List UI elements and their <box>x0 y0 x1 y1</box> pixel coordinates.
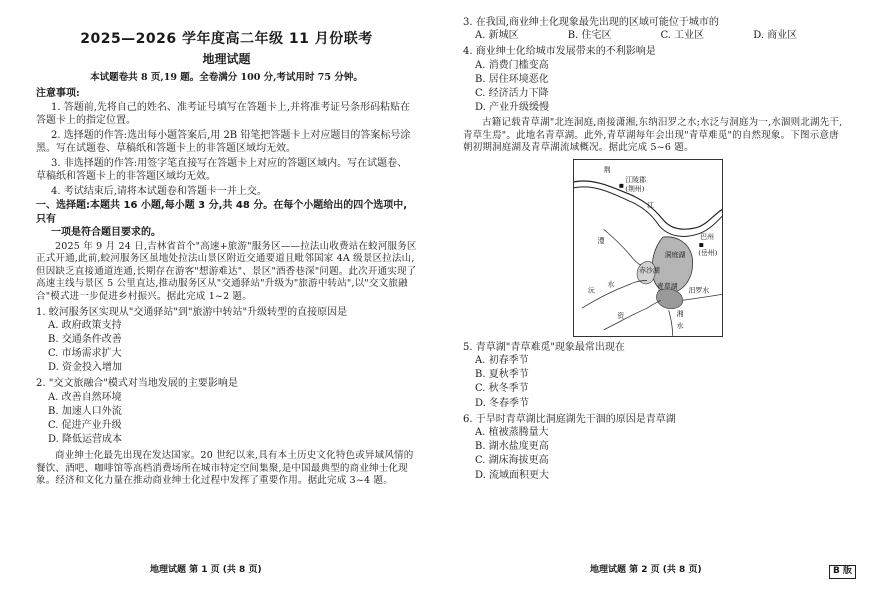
dongting-lake-map <box>573 159 723 337</box>
map-label: 澧 <box>597 236 605 245</box>
map-label: 江 <box>647 201 654 210</box>
map-label: 资 <box>617 311 625 320</box>
map-label: (荆州) <box>625 184 645 193</box>
version-badge: B 版 <box>829 565 856 579</box>
question-stem: 3. 在我国,商业绅士化现象最先出现的区域可能位于城市的 <box>463 17 719 28</box>
notice-heading: 注意事项: <box>36 87 80 99</box>
option-b[interactable]: B. 夏秋季节 <box>475 369 529 381</box>
option-c[interactable]: C. 经济活力下降 <box>475 87 549 99</box>
map-label: 赤沙湖 <box>639 266 660 275</box>
option-c[interactable]: C. 湖床海拔更高 <box>475 455 549 467</box>
option-d[interactable]: D. 商业区 <box>753 30 798 42</box>
material-2: 商业绅士化最先出现在发达国家。20 世纪以来,具有本土历史文化特色或异域风情的餐饮、酒吧、咖啡馆等高档消费场所在城市特定空间集聚,是中国最典型的商业绅士化现象。经济和文化力量在推动商业绅士化过程中发挥了重要作用。据此完成 3~4 题。 <box>36 450 414 487</box>
notice-item: 4. 考试结束后,请将本试题卷和答题卡一并上交。 <box>51 185 267 197</box>
question-6 <box>463 413 846 483</box>
option-c[interactable]: C. 秋冬季节 <box>475 383 529 395</box>
option-b[interactable]: B. 湖水盐度更高 <box>475 441 549 453</box>
map-label: 水 <box>676 321 684 330</box>
map-label: 洞庭湖 <box>664 250 686 259</box>
option-d[interactable]: D. 资金投入增加 <box>48 362 123 374</box>
option-d[interactable]: D. 流域面积更大 <box>475 469 550 481</box>
question-2 <box>36 377 417 447</box>
option-c[interactable]: C. 促进产业升级 <box>48 420 122 432</box>
map-label: 沅 <box>587 286 595 295</box>
question-3 <box>463 16 846 42</box>
option-b[interactable]: B. 交通条件改善 <box>48 333 122 345</box>
options-row <box>463 29 846 42</box>
option-a[interactable]: A. 新城区 <box>475 30 519 42</box>
page-footer-right: 地理试题 第 2 页 (共 8 页) <box>590 565 702 576</box>
option-a[interactable]: A. 消费门槛变高 <box>475 59 549 71</box>
material-1: 2025 年 9 月 24 日,吉林省首个"高速+旅游"服务区——拉法山收费站在蛟河服务区正式开通,此前,蛟河服务区虽地处拉法山景区附近交通要道且毗邻国家 4A 级景区拉法山,但因缺乏直接通道连通,长期存在游客"想游难达"、景区"酒香巷深"问题。此次开通实现了高速主线与景区 5 公里直达,推动服务区从"交通驿站"升级为"旅游中转站",以"交文旅融合"模式进一步促进乡村振兴。据此完成 1~2 题。 <box>36 240 417 303</box>
page-footer-left: 地理试题 第 1 页 (共 8 页) <box>150 565 262 576</box>
option-d[interactable]: D. 降低运营成本 <box>48 434 123 446</box>
subject-title: 地理试题 <box>202 52 251 67</box>
map-label: (岳州) <box>698 248 718 257</box>
map-label: 汨罗水 <box>688 286 710 295</box>
exam-title: 2025—2026 学年度高二年级 11 月份联考 <box>80 31 373 47</box>
material-3: 古籍记载青草湖"北连洞庭,南接潇湘,东纳汨罗之水;水泛与洞庭为一,水涸则北湖先干,青草生焉"。此地名青草湖。此外,青草湖每年会出现"青草难觅"的自然现象。下图示意唐朝初期洞庭湖及青草湖流域概况。据此完成 5~6 题。 <box>463 117 843 154</box>
option-a[interactable]: A. 改善自然环境 <box>48 391 122 403</box>
notice-item: 1. 答题前,先将自己的姓名、准考证号填写在答题卡上,并将准考证号条形码粘贴在答题卡上的指定位置。 <box>36 102 411 127</box>
option-d[interactable]: D. 产业升级缓慢 <box>475 102 550 114</box>
option-a[interactable]: A. 初春季节 <box>475 355 529 367</box>
question-1 <box>36 306 417 376</box>
section-heading: 一、选择题:本题共 16 小题,每小题 3 分,共 48 分。在每个小题给出的四个选项中,只有 <box>36 200 408 225</box>
option-c[interactable]: C. 市场需求扩大 <box>48 348 122 360</box>
notice-item: 3. 非选择题的作答:用签字笔直接写在答题卡上对应的答题区域内。写在试题卷、草稿纸和答题卡上的非答题区域均无效。 <box>36 157 408 182</box>
option-c[interactable]: C. 工业区 <box>660 30 705 42</box>
map-label: 湘 <box>676 309 684 318</box>
option-d[interactable]: D. 冬春季节 <box>475 397 530 409</box>
question-stem: 4. 商业绅士化给城市发展带来的不利影响是 <box>463 46 656 58</box>
question-stem: 5. 青草湖"青草难觅"现象最常出现在 <box>463 341 625 353</box>
map-label: 巴州 <box>700 233 715 242</box>
option-a[interactable]: A. 植被蒸腾量大 <box>475 427 549 439</box>
question-stem: 1. 蛟河服务区实现从"交通驿站"到"旅游中转站"升级转型的直接原因是 <box>36 306 348 318</box>
option-b[interactable]: B. 居住环境恶化 <box>475 73 549 85</box>
question-stem: 2. "交文旅融合"模式对当地发展的主要影响是 <box>36 378 238 390</box>
option-a[interactable]: A. 政府政策支持 <box>48 319 122 331</box>
map-label: 江陵郡 <box>625 175 646 184</box>
question-5 <box>463 341 846 411</box>
right-page <box>435 0 870 603</box>
notice-item: 2. 选择题的作答:选出每小题答案后,用 2B 铅笔把答题卡上对应题目的答案标号涂黑。写在试题卷、草稿纸和答题卡上的非答题区域均无效。 <box>36 129 411 155</box>
map-label: 荆 <box>603 165 611 174</box>
option-b[interactable]: B. 加速人口外流 <box>48 405 122 417</box>
section-heading-cont: 一项是符合题目要求的。 <box>51 226 161 238</box>
exam-info: 本试题卷共 8 页,19 题。全卷满分 100 分,考试用时 75 分钟。 <box>90 72 363 84</box>
map-figure <box>574 160 722 336</box>
question-stem: 6. 于旱时青草湖比洞庭湖先干涸的原因是青草湖 <box>463 413 676 425</box>
question-4 <box>463 45 846 115</box>
option-b[interactable]: B. 住宅区 <box>567 30 612 42</box>
map-label: 青草湖 <box>656 282 678 291</box>
map-label: 水 <box>607 280 615 289</box>
